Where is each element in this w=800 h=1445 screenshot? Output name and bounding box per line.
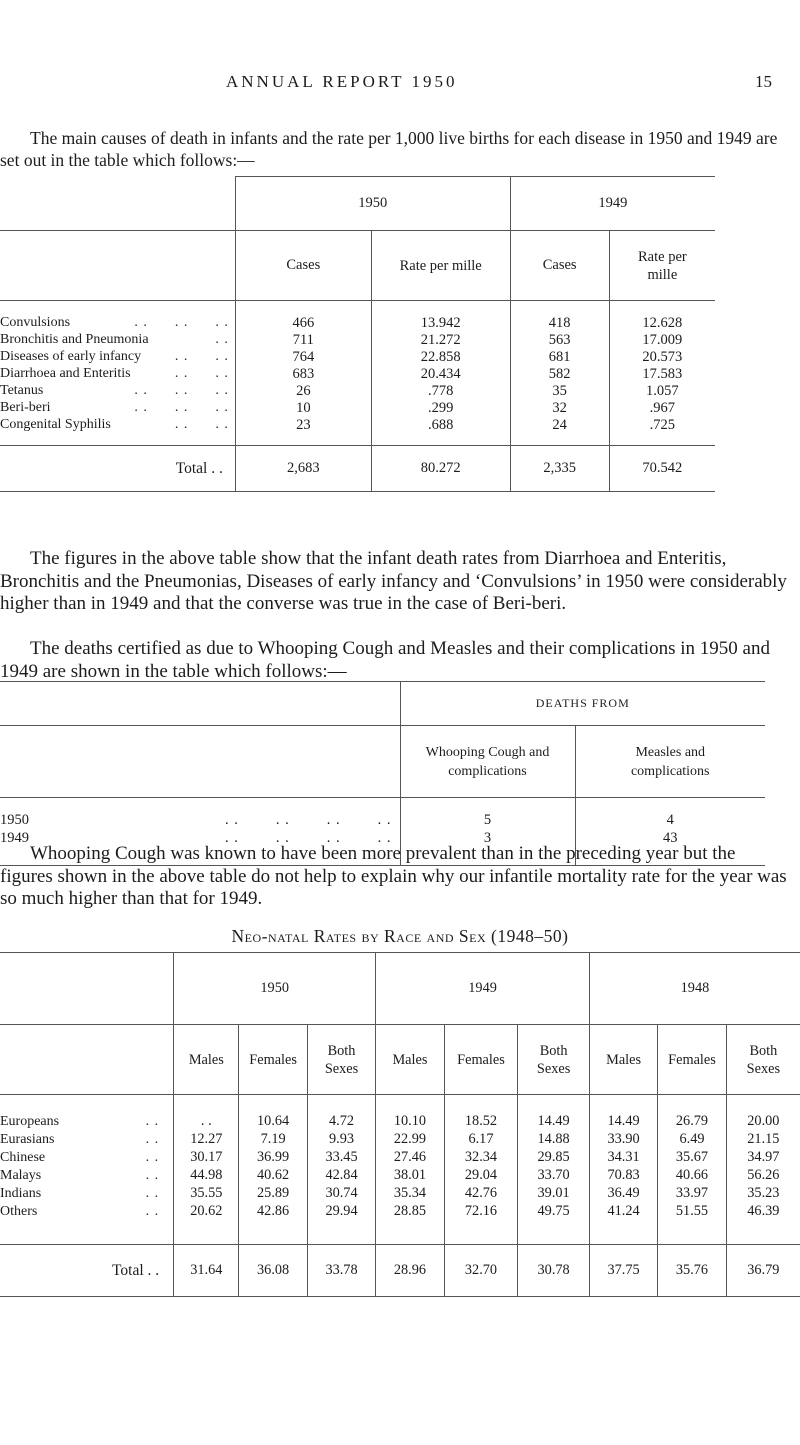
table-cell: . . <box>174 1113 239 1131</box>
year-label: 1950 . . . . . . . . <box>0 812 400 830</box>
col-whooping-cough: Whooping Cough and complications <box>400 726 575 798</box>
table-cell: 35.34 <box>376 1185 444 1203</box>
table-cell: 10.10 <box>376 1113 444 1131</box>
report-title: ANNUAL REPORT 1950 <box>226 72 458 91</box>
table-cell: 711 <box>235 332 371 349</box>
total-cell: 35.76 <box>658 1245 726 1297</box>
table-cell: 5 <box>400 812 575 830</box>
total-rate-1950: 80.272 <box>371 446 510 492</box>
year-1950-header: 1950 <box>174 953 376 1025</box>
table-cell: 28.85 <box>376 1203 444 1221</box>
table-cell: 563 <box>510 332 609 349</box>
deaths-from-header-row <box>0 682 765 726</box>
whooping-cough-intro-paragraph: The deaths certified as due to Whooping Cough and Measles and their complications in 1950 and 1949 are shown in the table which follows:— <box>0 638 770 682</box>
table-cell: 582 <box>510 366 609 383</box>
cause-label: Diseases of early infancy . . . . <box>0 349 235 366</box>
table-cell: 683 <box>235 366 371 383</box>
table-cell: 20.434 <box>371 366 510 383</box>
table-row <box>0 1131 800 1149</box>
total-cell: 28.96 <box>376 1245 444 1297</box>
table-cell: 20.573 <box>642 348 683 365</box>
table-cell: 35 <box>510 383 609 400</box>
total-label: Total . . <box>0 446 235 492</box>
col-cases-1950: Cases <box>235 231 371 301</box>
table-row <box>0 315 715 332</box>
total-cell: 37.75 <box>589 1245 657 1297</box>
table-cell: 17.009 <box>642 331 683 348</box>
col-header: Females <box>658 1025 726 1095</box>
total-cell: 30.78 <box>518 1245 590 1297</box>
table-cell: 41.24 <box>589 1203 657 1221</box>
year-1948-header: 1948 <box>680 980 710 996</box>
table-cell: 24 <box>510 417 609 434</box>
table-cell: 764 <box>235 349 371 366</box>
col-cases-1949: Cases <box>510 231 609 301</box>
table-cell: 49.75 <box>518 1203 590 1221</box>
table-cell: 42.76 <box>444 1185 518 1203</box>
table-cell: 30.74 <box>307 1185 375 1203</box>
table-cell: 34.97 <box>747 1149 780 1165</box>
table-cell: 14.88 <box>518 1131 590 1149</box>
table-cell: 42.86 <box>239 1203 307 1221</box>
col-header: Both Sexes <box>307 1025 375 1095</box>
table-cell: 12.27 <box>174 1131 239 1149</box>
table-cell: 4.72 <box>307 1113 375 1131</box>
table-cell: 18.52 <box>444 1113 518 1131</box>
table-row <box>0 1203 800 1221</box>
table-cell: 46.39 <box>747 1203 780 1219</box>
table-cell: 10 <box>235 400 371 417</box>
total-cell: 36.79 <box>747 1262 780 1278</box>
table-cell: 14.49 <box>589 1113 657 1131</box>
table-cell: 42.84 <box>307 1167 375 1185</box>
table-cell: 12.628 <box>642 314 683 331</box>
table-cell: 25.89 <box>239 1185 307 1203</box>
table-cell: 27.46 <box>376 1149 444 1167</box>
table-cell: 29.04 <box>444 1167 518 1185</box>
table-cell: .967 <box>649 399 676 416</box>
table-cell: 23 <box>235 417 371 434</box>
table-row <box>0 1185 800 1203</box>
race-label: Eurasians . . <box>0 1131 174 1149</box>
table-row <box>0 349 715 366</box>
page-number: 15 <box>755 72 772 91</box>
table-cell: 6.17 <box>444 1131 518 1149</box>
table-cell: .688 <box>371 417 510 434</box>
col-rate-1950: Rate per mille <box>371 231 510 301</box>
table-row <box>0 417 715 434</box>
total-rate-1949: 70.542 <box>642 460 683 476</box>
table-cell: 10.64 <box>239 1113 307 1131</box>
table-row <box>0 1149 800 1167</box>
table-row <box>0 332 715 349</box>
total-cell: 33.78 <box>307 1245 375 1297</box>
whooping-cough-measles-table <box>0 681 765 866</box>
table-cell: 681 <box>510 349 609 366</box>
table-cell: 9.93 <box>307 1131 375 1149</box>
cause-label: Beri-beri . . . . . . <box>0 400 235 417</box>
table-cell: 22.858 <box>371 349 510 366</box>
col-header: Females <box>444 1025 518 1095</box>
table-cell: 35.23 <box>747 1185 780 1201</box>
year-1949-header: 1949 <box>376 953 590 1025</box>
rates-comparison-paragraph: The figures in the above table show that the infant death rates from Diarrhoea and Enteritis, Bronchitis and the Pneumonias, Diseases of early infancy and ‘Convulsions’ in 1950 were considerably higher than in 1949 and that the converse was true in the case of Beri-beri. <box>0 548 787 614</box>
table-row <box>0 1113 800 1131</box>
cause-label: Congenital Syphilis . . . . <box>0 417 235 434</box>
whooping-cough-explanation-paragraph: Whooping Cough was known to have been more prevalent than in the preceding year but the figures shown in the above table do not help to explain why our infantile mortality rate for the year was so much higher than that for 1949. <box>0 843 787 909</box>
table-cell: 51.55 <box>658 1203 726 1221</box>
total-cell: 36.08 <box>239 1245 307 1297</box>
table-cell: 6.49 <box>658 1131 726 1149</box>
table-cell: 29.94 <box>307 1203 375 1221</box>
table-cell: 30.17 <box>174 1149 239 1167</box>
col-header: Both Sexes <box>746 1042 781 1077</box>
race-label: Europeans . . <box>0 1113 174 1131</box>
table-cell: 20.62 <box>174 1203 239 1221</box>
table-cell: 3 <box>400 830 575 848</box>
table-cell: 33.90 <box>589 1131 657 1149</box>
table-row <box>0 812 765 830</box>
table-row <box>0 400 715 417</box>
table-cell: 32 <box>510 400 609 417</box>
table-cell: 39.01 <box>518 1185 590 1203</box>
infant-death-causes-table <box>0 176 715 492</box>
year-1949-header: 1949 <box>510 177 715 231</box>
table-cell: 14.49 <box>518 1113 590 1131</box>
table-cell: 36.99 <box>239 1149 307 1167</box>
cause-label: Convulsions . . . . . . <box>0 315 235 332</box>
total-cases-1950: 2,683 <box>235 446 371 492</box>
col-measles: Measles and complications <box>630 744 710 779</box>
table-cell: 35.67 <box>658 1149 726 1167</box>
table-cell: 40.66 <box>658 1167 726 1185</box>
neo-natal-rates-table <box>0 952 800 1297</box>
deaths-from-heading: DEATHS FROM <box>535 696 630 710</box>
table-cell: 33.97 <box>658 1185 726 1203</box>
table-cell: 17.583 <box>642 365 683 382</box>
table-cell: 20.00 <box>747 1113 780 1129</box>
table-row <box>0 383 715 400</box>
total-cases-1949: 2,335 <box>510 446 609 492</box>
table-cell: 21.272 <box>371 332 510 349</box>
table-cell: 72.16 <box>444 1203 518 1221</box>
total-cell: 31.64 <box>174 1245 239 1297</box>
year-header-row <box>0 953 800 1025</box>
table-cell: 418 <box>510 315 609 332</box>
disease-header-row <box>0 726 765 798</box>
table-cell: 466 <box>235 315 371 332</box>
table-cell: 26 <box>235 383 371 400</box>
table-cell: 40.62 <box>239 1167 307 1185</box>
table-cell: 29.85 <box>518 1149 590 1167</box>
col-header: Males <box>376 1025 444 1095</box>
table-cell: 22.99 <box>376 1131 444 1149</box>
year-header-row <box>0 177 715 231</box>
total-row <box>0 446 715 492</box>
cause-label: Tetanus . . . . . . <box>0 383 235 400</box>
table-cell: 56.26 <box>747 1167 780 1183</box>
table-cell: 34.31 <box>589 1149 657 1167</box>
race-label: Indians . . <box>0 1185 174 1203</box>
table-cell: 36.49 <box>589 1185 657 1203</box>
total-label: Total . . <box>0 1245 174 1297</box>
table-cell: 33.45 <box>307 1149 375 1167</box>
col-header: Males <box>589 1025 657 1095</box>
table-cell: .725 <box>649 416 676 433</box>
total-row <box>0 1245 800 1297</box>
col-header: Females <box>239 1025 307 1095</box>
table-cell: 35.55 <box>174 1185 239 1203</box>
race-label: Others . . <box>0 1203 174 1221</box>
table-cell: 70.83 <box>589 1167 657 1185</box>
table-cell: 1.057 <box>646 382 679 399</box>
race-label: Chinese . . <box>0 1149 174 1167</box>
table-cell: .778 <box>371 383 510 400</box>
column-header-row <box>0 1025 800 1095</box>
cause-label: Diarrhoea and Enteritis . . . . <box>0 366 235 383</box>
intro-paragraph: The main causes of death in infants and the rate per 1,000 live births for each disease in 1950 and 1949 are set out in the table which follows:— <box>0 128 778 170</box>
table-cell: 4 <box>666 812 674 828</box>
neo-natal-table-title: Neo-natal Rates by Race and Sex (1948–50) <box>231 926 569 946</box>
table-cell: 32.34 <box>444 1149 518 1167</box>
year-label: 1949 . . . . . . . . <box>0 830 400 848</box>
total-cell: 32.70 <box>444 1245 518 1297</box>
table-row <box>0 1167 800 1185</box>
table-cell: 38.01 <box>376 1167 444 1185</box>
column-header-row <box>0 231 715 301</box>
table-cell: 33.70 <box>518 1167 590 1185</box>
table-cell: 26.79 <box>658 1113 726 1131</box>
cause-label: Bronchitis and Pneumonia . . <box>0 332 235 349</box>
col-header: Both Sexes <box>518 1025 590 1095</box>
table-cell: 43 <box>663 830 678 846</box>
table-cell: 44.98 <box>174 1167 239 1185</box>
table-cell: 13.942 <box>371 315 510 332</box>
table-cell: 21.15 <box>747 1131 780 1147</box>
year-1950-header: 1950 <box>235 177 510 231</box>
col-rate-1949: Rate per mille <box>638 248 687 283</box>
table-cell: 7.19 <box>239 1131 307 1149</box>
col-header: Males <box>174 1025 239 1095</box>
race-label: Malays . . <box>0 1167 174 1185</box>
table-row <box>0 366 715 383</box>
table-cell: .299 <box>371 400 510 417</box>
